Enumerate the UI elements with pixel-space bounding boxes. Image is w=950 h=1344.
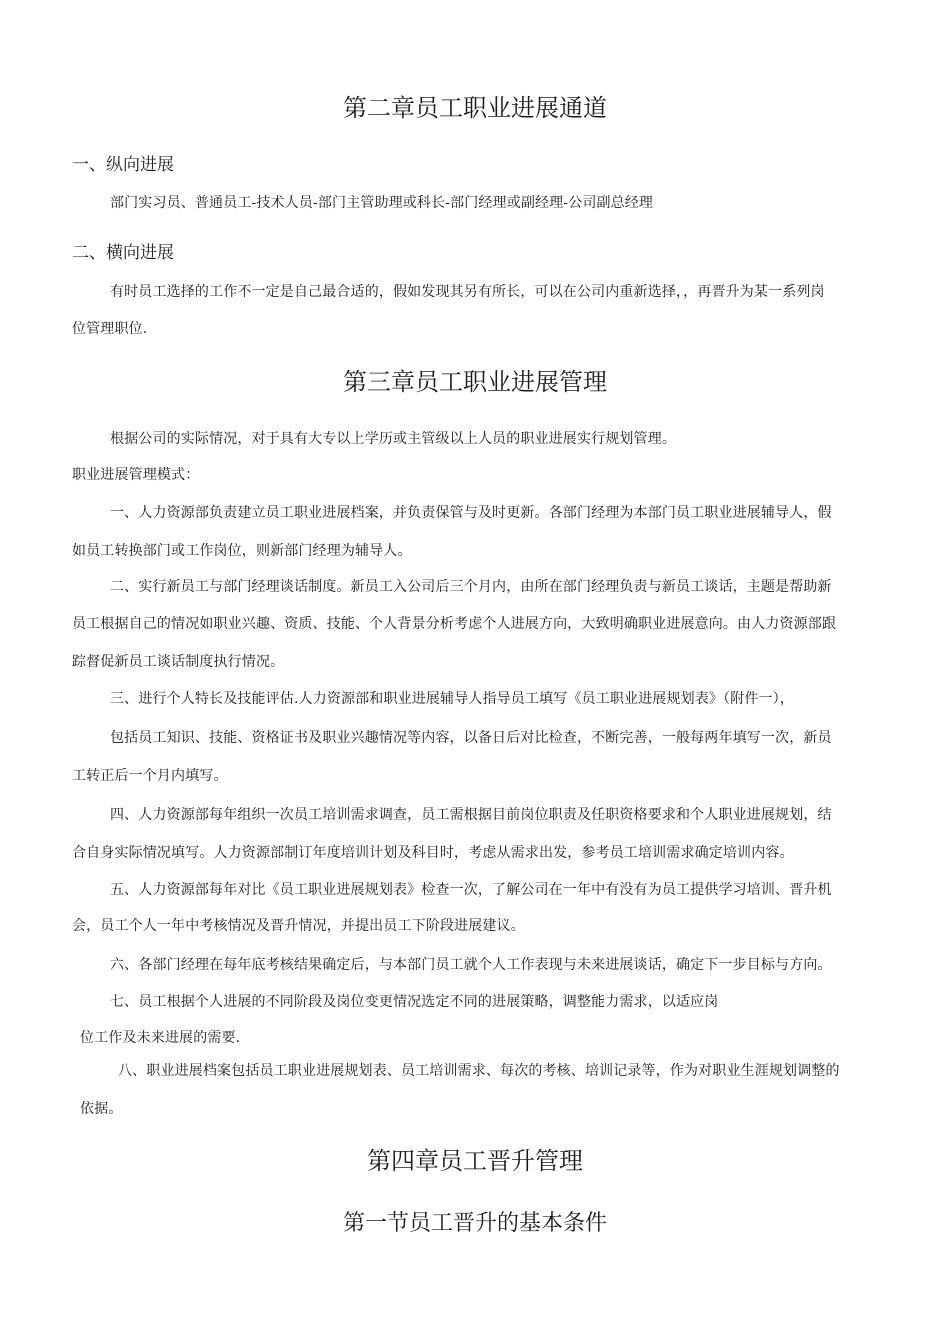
item3-line2: 包括员工知识、技能、资格证书及职业兴趣情况等内容，以备日后对比检查，不断完善，一般每两年填写一次，新员 xyxy=(110,730,832,746)
item4-line1: 四、人力资源部每年组织一次员工培训需求调查，员工需根据目前岗位职责及任职资格要求和个人职业进展规划，结 xyxy=(110,807,832,823)
chapter3-intro: 根据公司的实际情况，对于具有大专以上学历或主管级以上人员的职业进展实行规划管理。 xyxy=(110,431,676,447)
item8-line1: 八、职业进展档案包括员工职业进展规划表、员工培训需求、每次的考核、培训记录等，作为对职业生涯规划调整的 xyxy=(118,1063,840,1079)
chapter3-title: 第三章员工职业进展管理 xyxy=(343,368,607,396)
item8-line2: 依据。 xyxy=(80,1101,123,1117)
item4-line2: 合自身实际情况填写。人力资源部制订年度培训计划及科目时，考虑从需求出发，参考员工培训需求确定培训内容。 xyxy=(72,845,794,861)
item2-line2: 员工根据自己的情况如职业兴趣、资质、技能、个人背景分析考虑个人进展方向，大致明确职业进展意向。由人力资源部跟 xyxy=(72,616,837,632)
item2-line3: 踪督促新员工谈话制度执行情况。 xyxy=(72,654,285,670)
chapter4-section1-title: 第一节员工晋升的基本条件 xyxy=(342,1211,607,1236)
chapter2-title: 第二章员工职业进展通道 xyxy=(343,94,607,122)
item3-line1: 三、进行个人特长及技能评估.人力资源部和职业进展辅导人指导员工填写《员工职业进展规划表》（附件一）， xyxy=(110,691,794,707)
item3-line3: 工转正后一个月内填写。 xyxy=(72,768,228,784)
vertical-development-text: 部门实习员、普通员工-技术人员-部门主管助理或科长-部门经理或副经理-公司副总经理 xyxy=(110,195,654,211)
chapter4-title: 第四章员工晋升管理 xyxy=(367,1147,583,1175)
item2-line1: 二、实行新员工与部门经理谈话制度。新员工入公司后三个月内，由所在部门经理负责与新员工谈话，主题是帮助新 xyxy=(110,579,832,595)
item7-line1: 七、员工根据个人进展的不同阶段及岗位变更情况选定不同的进展策略，调整能力需求，以适应岗 xyxy=(110,994,719,1010)
horizontal-development-heading: 二、横向进展 xyxy=(72,243,174,263)
horizontal-development-text-line2: 位管理职位. xyxy=(72,321,148,337)
item5-line1: 五、人力资源部每年对比《员工职业进展规划表》检查一次，了解公司在一年中有没有为员工提供学习培训、晋升机 xyxy=(110,882,832,898)
item6-line1: 六、各部门经理在每年底考核结果确定后，与本部门员工就个人工作表现与未来进展谈话，确定下一步目标与方向。 xyxy=(110,957,832,973)
item5-line2: 会，员工个人一年中考核情况及晋升情况，并提出员工下阶段进展建议。 xyxy=(72,918,525,934)
item1-line2: 如员工转换部门或工作岗位，则新部门经理为辅导人。 xyxy=(72,543,412,559)
item1-line1: 一、人力资源部负责建立员工职业进展档案，并负责保管与及时更新。各部门经理为本部门员工职业进展辅导人，假 xyxy=(110,505,832,521)
item7-line2: 位工作及未来进展的需要. xyxy=(80,1030,241,1046)
management-mode-label: 职业进展管理模式： xyxy=(72,467,200,483)
vertical-development-heading: 一、纵向进展 xyxy=(72,155,174,175)
horizontal-development-text-line1: 有时员工选择的工作不一定是自己最合适的，假如发现其另有所长，可以在公司内重新选择，，再晋升为某一系列岗 xyxy=(110,284,825,300)
